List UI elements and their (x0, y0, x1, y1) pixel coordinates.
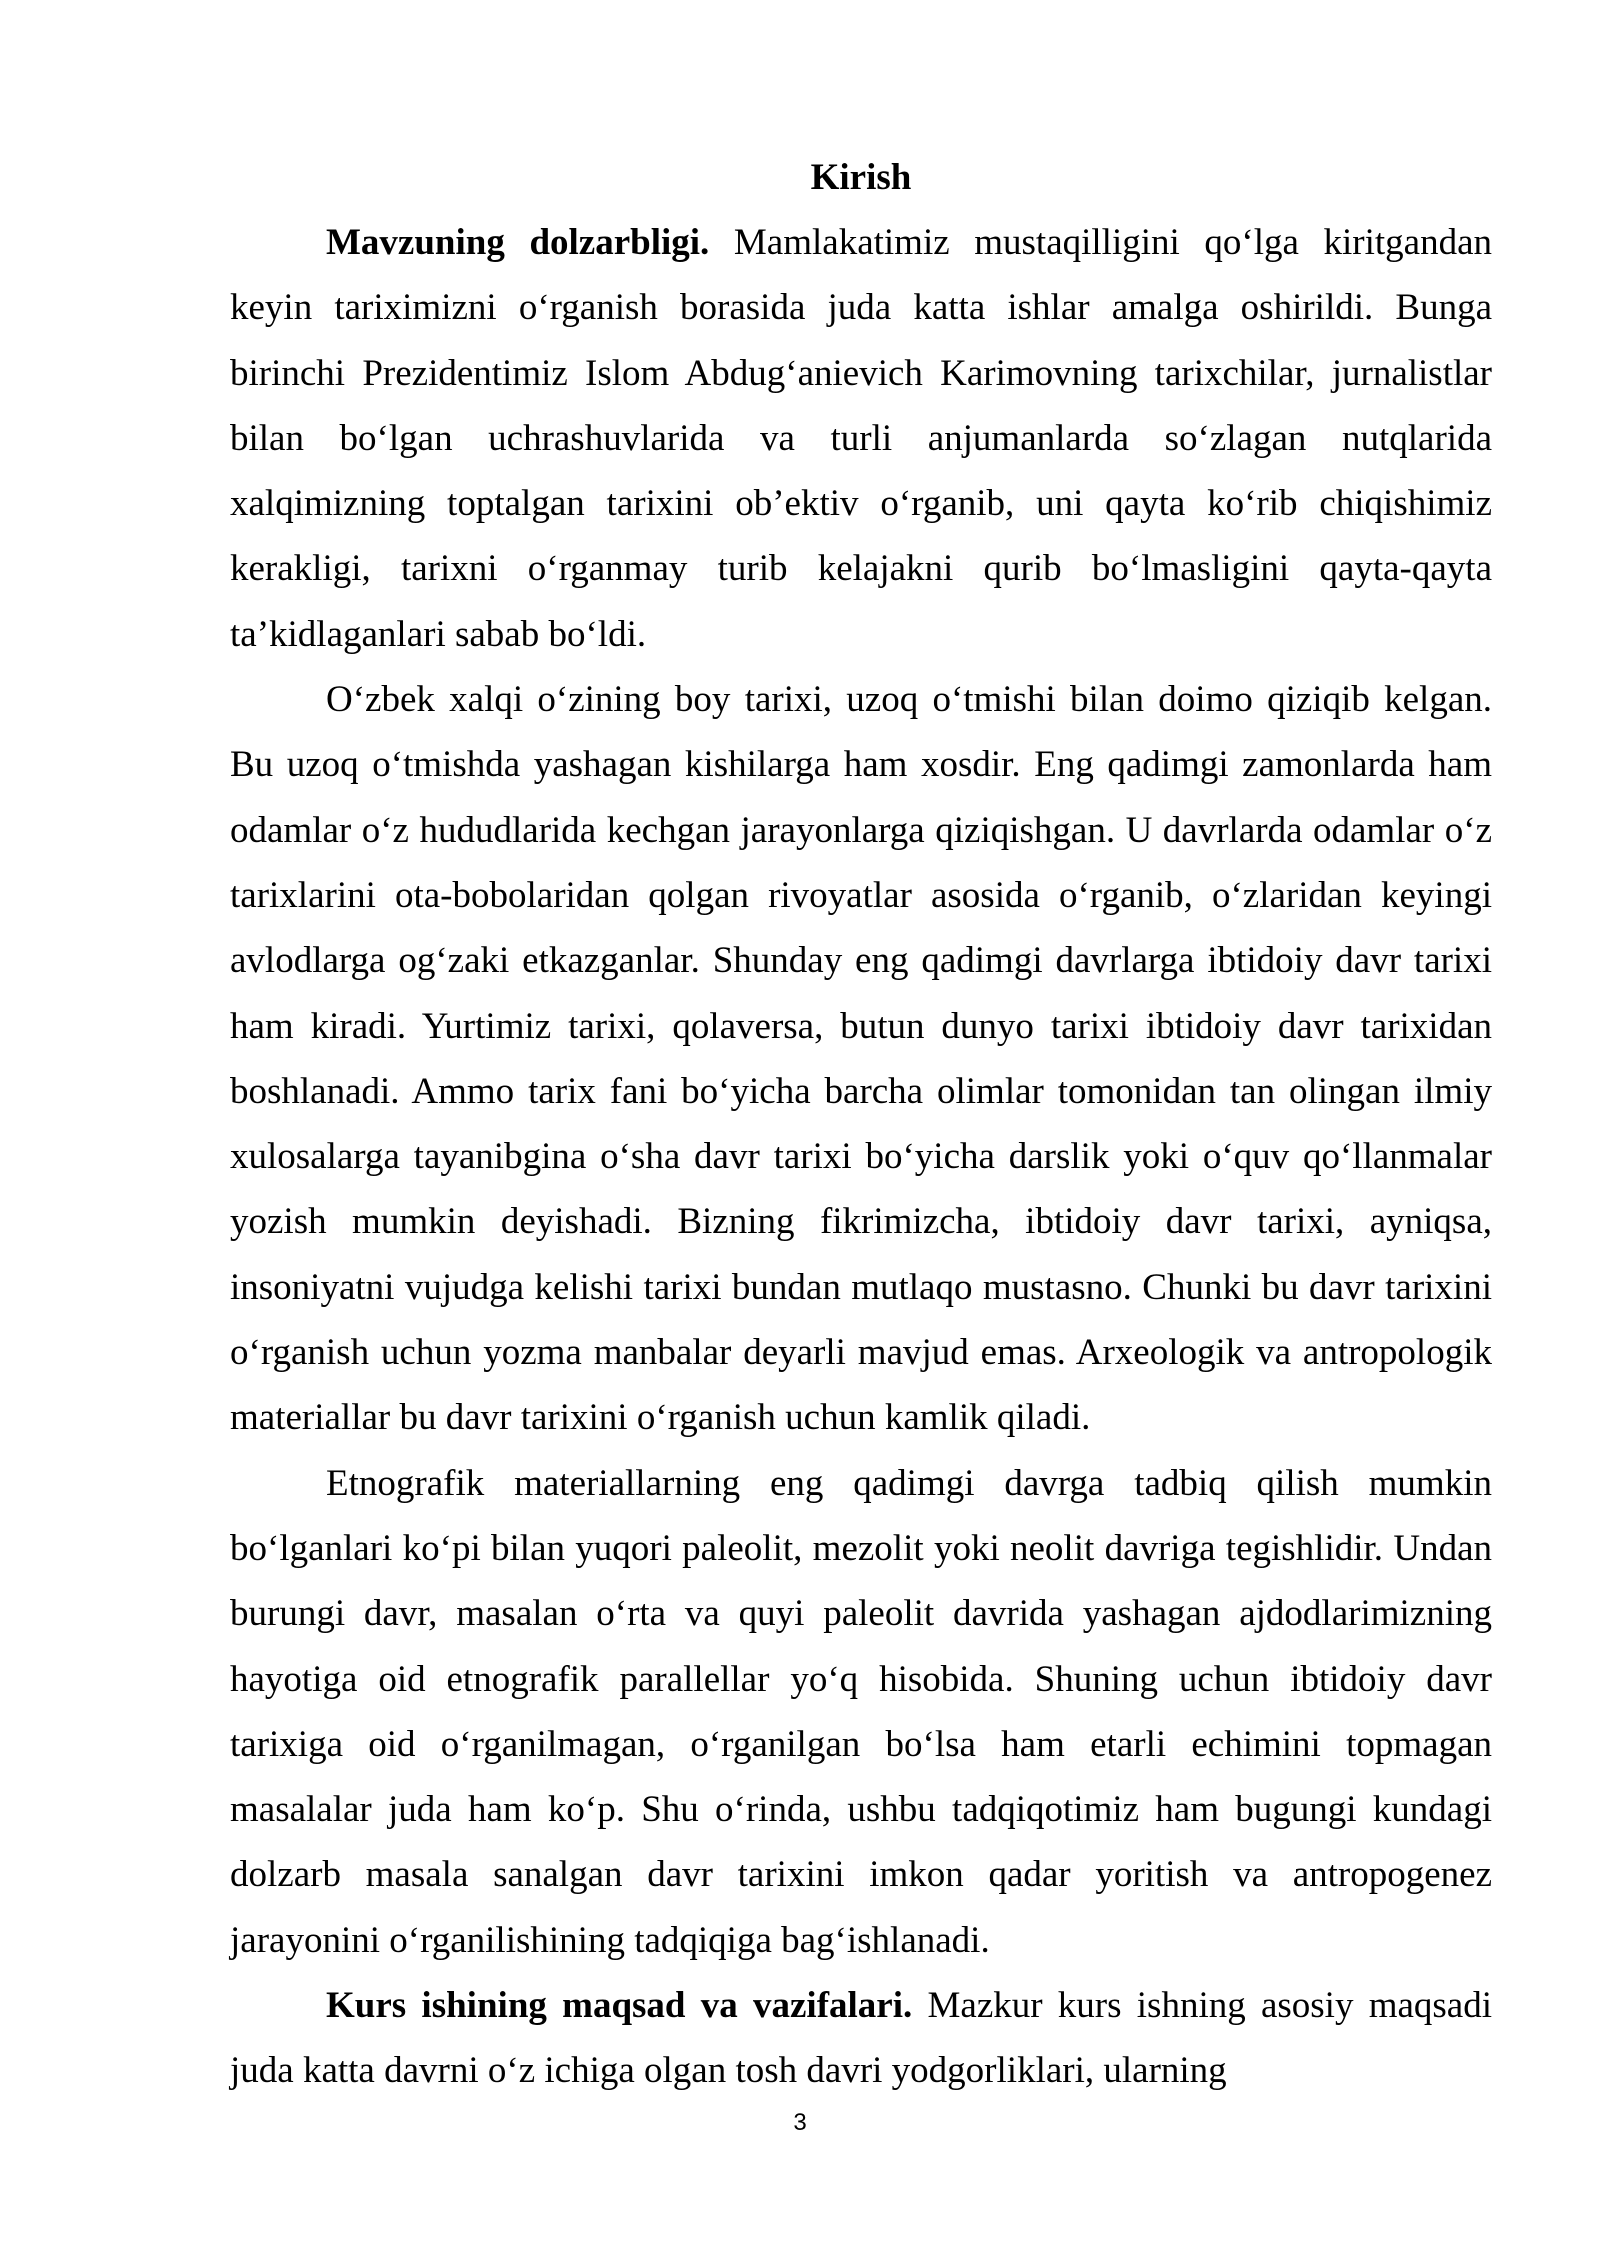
paragraph-text-uzbek-history: O‘zbek xalqi o‘zining boy tarixi, uzoq o‘tmishi bilan doimo qiziqib kelgan. Bu uzoq o‘tmishda yashagan kishilarga ham xosdir. Eng qadimgi zamonlarda ham odamlar o‘z hududlarida kechgan jarayonlarga qiziqishgan. U davrlarda odamlar o‘z tarixlarini ota-bobolaridan qolgan rivoyatlar asosida o‘rganib, o‘zlaridan keyingi avlodlarga og‘zaki etkazganlar. Shunday eng qadimgi davrlarga ibtidoiy davr tarixi ham kiradi. Yurtimiz tarixi, qolaversa, butun dunyo tarixi ibtidoiy davr tarixidan boshlanadi. Ammo tarix fani bo‘yicha barcha olimlar tomonidan tan olingan ilmiy xulosalarga tayanibgina o‘sha davr tarixi bo‘yicha darslik yoki o‘quv qo‘llanmalar yozish mumkin deyishadi. Bizning fikrimizcha, ibtidoiy davr tarixi, ayniqsa, insoniyatni vujudga kelishi tarixi bundan mutlaqo mustasno. Chunki bu davr tarixini o‘rganish uchun yozma manbalar deyarli mavjud emas. Arxeologik va antropologik materiallar bu davr tarixini o‘rganish uchun kamlik qiladi. (230, 679, 1492, 1439)
paragraph-ethnographic (230, 1451, 1492, 1973)
paragraph-uzbek-history (230, 667, 1492, 1451)
page-number: 3 (793, 2109, 807, 2136)
paragraph-text-goals: Mazkur kurs ishning asosiy maqsadi juda katta davrni o‘z ichiga olgan tosh davri yodgorliklari, ularning (230, 1985, 1493, 2092)
paragraph-goals (230, 1973, 1492, 2104)
paragraph-lead-goals: Kurs ishining maqsad va vazifalari. (326, 1985, 913, 2027)
paragraph-text-ethnographic: Etnografik materiallarning eng qadimgi davrga tadbiq qilish mumkin bo‘lganlari ko‘pi bilan yuqori paleolit, mezolit yoki neolit davriga tegishlidir. Undan burungi davr, masalan o‘rta va quyi paleolit davrida yashagan ajdodlarimizning hayotiga oid etnografik parallellar yo‘q hisobida. Shuning uchun ibtidoiy davr tarixiga oid o‘rganilmagan, o‘rganilgan bo‘lsa ham etarli echimini topmagan masalalar juda ham ko‘p. Shu o‘rinda, ushbu tadqiqotimiz ham bugungi kundagi dolzarb masala sanalgan davr tarixini imkon qadar yoritish va antropogenez jarayonini o‘rganilishining tadqiqiga bag‘ishlanadi. (230, 1462, 1492, 1961)
page-content (230, 145, 1492, 2104)
paragraph-lead-relevance: Mavzuning dolzarbligi. (326, 222, 710, 263)
page-title: Kirish (810, 157, 912, 198)
paragraph-relevance (230, 210, 1492, 667)
paragraph-text-relevance: Mamlakatimiz mustaqilligini qo‘lga kiritgandan keyin tariximizni o‘rganish borasida juda katta ishlar amalga oshirildi. Bunga birinchi Prezidentimiz Islom Abdug‘anievich Karimovning tarixchilar, jurnalistlar bilan bo‘lgan uchrashuvlarida va turli anjumanlarda so‘zlagan nutqlarida xalqimizning toptalgan tarixini ob’ektiv o‘rganib, uni qayta ko‘rib chiqishimiz kerakligi, tarixni o‘rganmay turib kelajakni qurib bo‘lmasligini qayta-qayta ta’kidlaganlari sabab bo‘ldi. (230, 222, 1492, 655)
